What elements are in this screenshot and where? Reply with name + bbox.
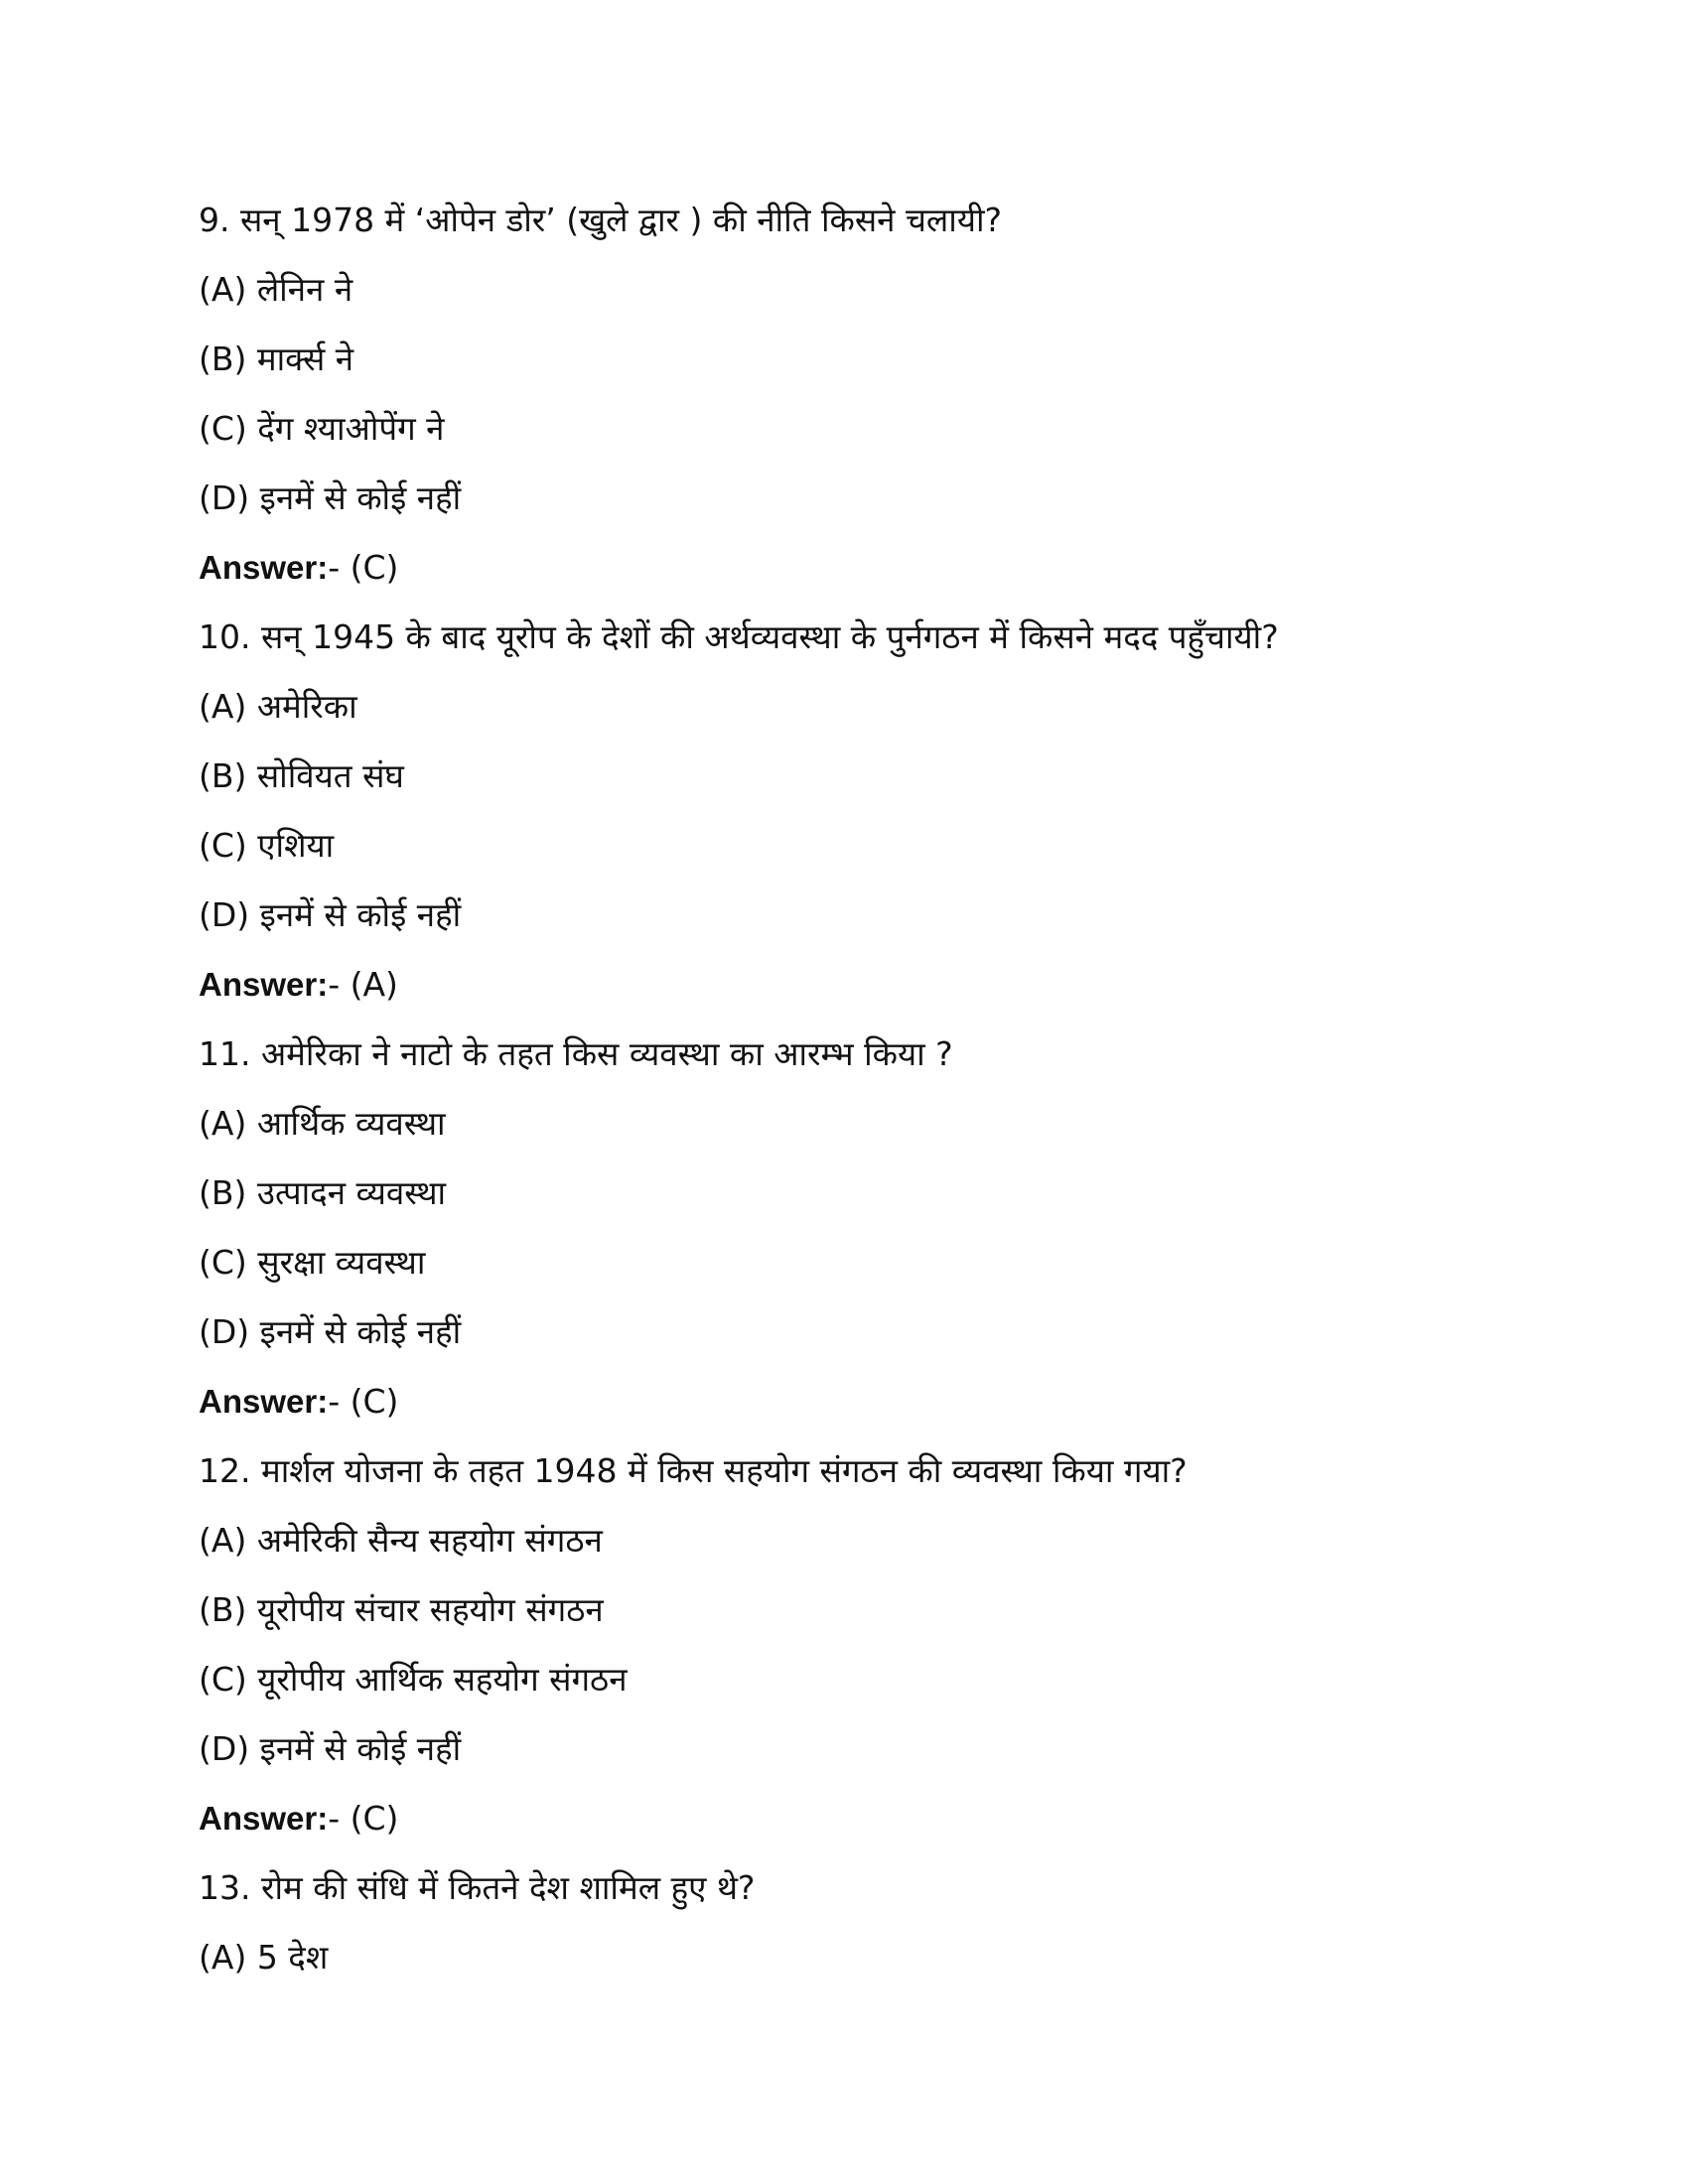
option-11-a: (A) आर्थिक व्यवस्था — [199, 1104, 446, 1143]
option-9-b: (B) मार्क्स ने — [199, 340, 354, 378]
answer-value: - (C) — [328, 1382, 399, 1421]
option-12-c: (C) यूरोपीय आर्थिक सहयोग संगठन — [199, 1660, 628, 1699]
option-9-a: (A) लेनिन ने — [199, 270, 353, 309]
option-9-c: (C) देंग श्याओपेंग ने — [199, 409, 445, 448]
option-10-d: (D) इनमें से कोई नहीं — [199, 895, 462, 934]
option-12-d: (D) इनमें से कोई नहीं — [199, 1729, 462, 1768]
question-12: 12. मार्शल योजना के तहत 1948 में किस सहयोग संगठन की व्यवस्था किया गया? — [199, 1451, 1188, 1490]
question-10: 10. सन् 1945 के बाद यूरोप के देशों की अर्थव्यवस्था के पुर्नगठन में किसने मदद पहुँचायी? — [199, 617, 1279, 656]
answer-9 — [199, 548, 398, 588]
question-9: 9. सन् 1978 में ‘ओपेन डोर’ (खुले द्वार ) की नीति किसने चलायी? — [199, 201, 1003, 239]
answer-10 — [199, 965, 398, 1005]
option-10-b: (B) सोवियत संघ — [199, 756, 404, 795]
answer-value: - (A) — [328, 965, 398, 1004]
option-10-c: (C) एशिया — [199, 826, 335, 865]
answer-12 — [199, 1799, 398, 1839]
option-12-a: (A) अमेरिकी सैन्य सहयोग संगठन — [199, 1521, 603, 1560]
question-11: 11. अमेरिका ने नाटो के तहत किस व्यवस्था का आरम्भ किया ? — [199, 1034, 953, 1073]
answer-label: Answer: — [199, 549, 329, 586]
answer-label: Answer: — [199, 966, 329, 1003]
answer-value: - (C) — [328, 548, 399, 587]
option-13-a: (A) 5 देश — [199, 1938, 329, 1977]
answer-label: Answer: — [199, 1800, 329, 1837]
option-11-b: (B) उत्पादन व्यवस्था — [199, 1173, 447, 1212]
answer-label: Answer: — [199, 1383, 329, 1420]
option-11-d: (D) इनमें से कोई नहीं — [199, 1312, 462, 1351]
answer-11 — [199, 1382, 398, 1422]
question-13: 13. रोम की संधि में कितने देश शामिल हुए थे? — [199, 1868, 756, 1907]
option-9-d: (D) इनमें से कोई नहीं — [199, 478, 462, 517]
answer-value: - (C) — [328, 1799, 399, 1838]
option-12-b: (B) यूरोपीय संचार सहयोग संगठन — [199, 1590, 604, 1629]
option-10-a: (A) अमेरिका — [199, 687, 357, 726]
option-11-c: (C) सुरक्षा व्यवस्था — [199, 1243, 426, 1282]
